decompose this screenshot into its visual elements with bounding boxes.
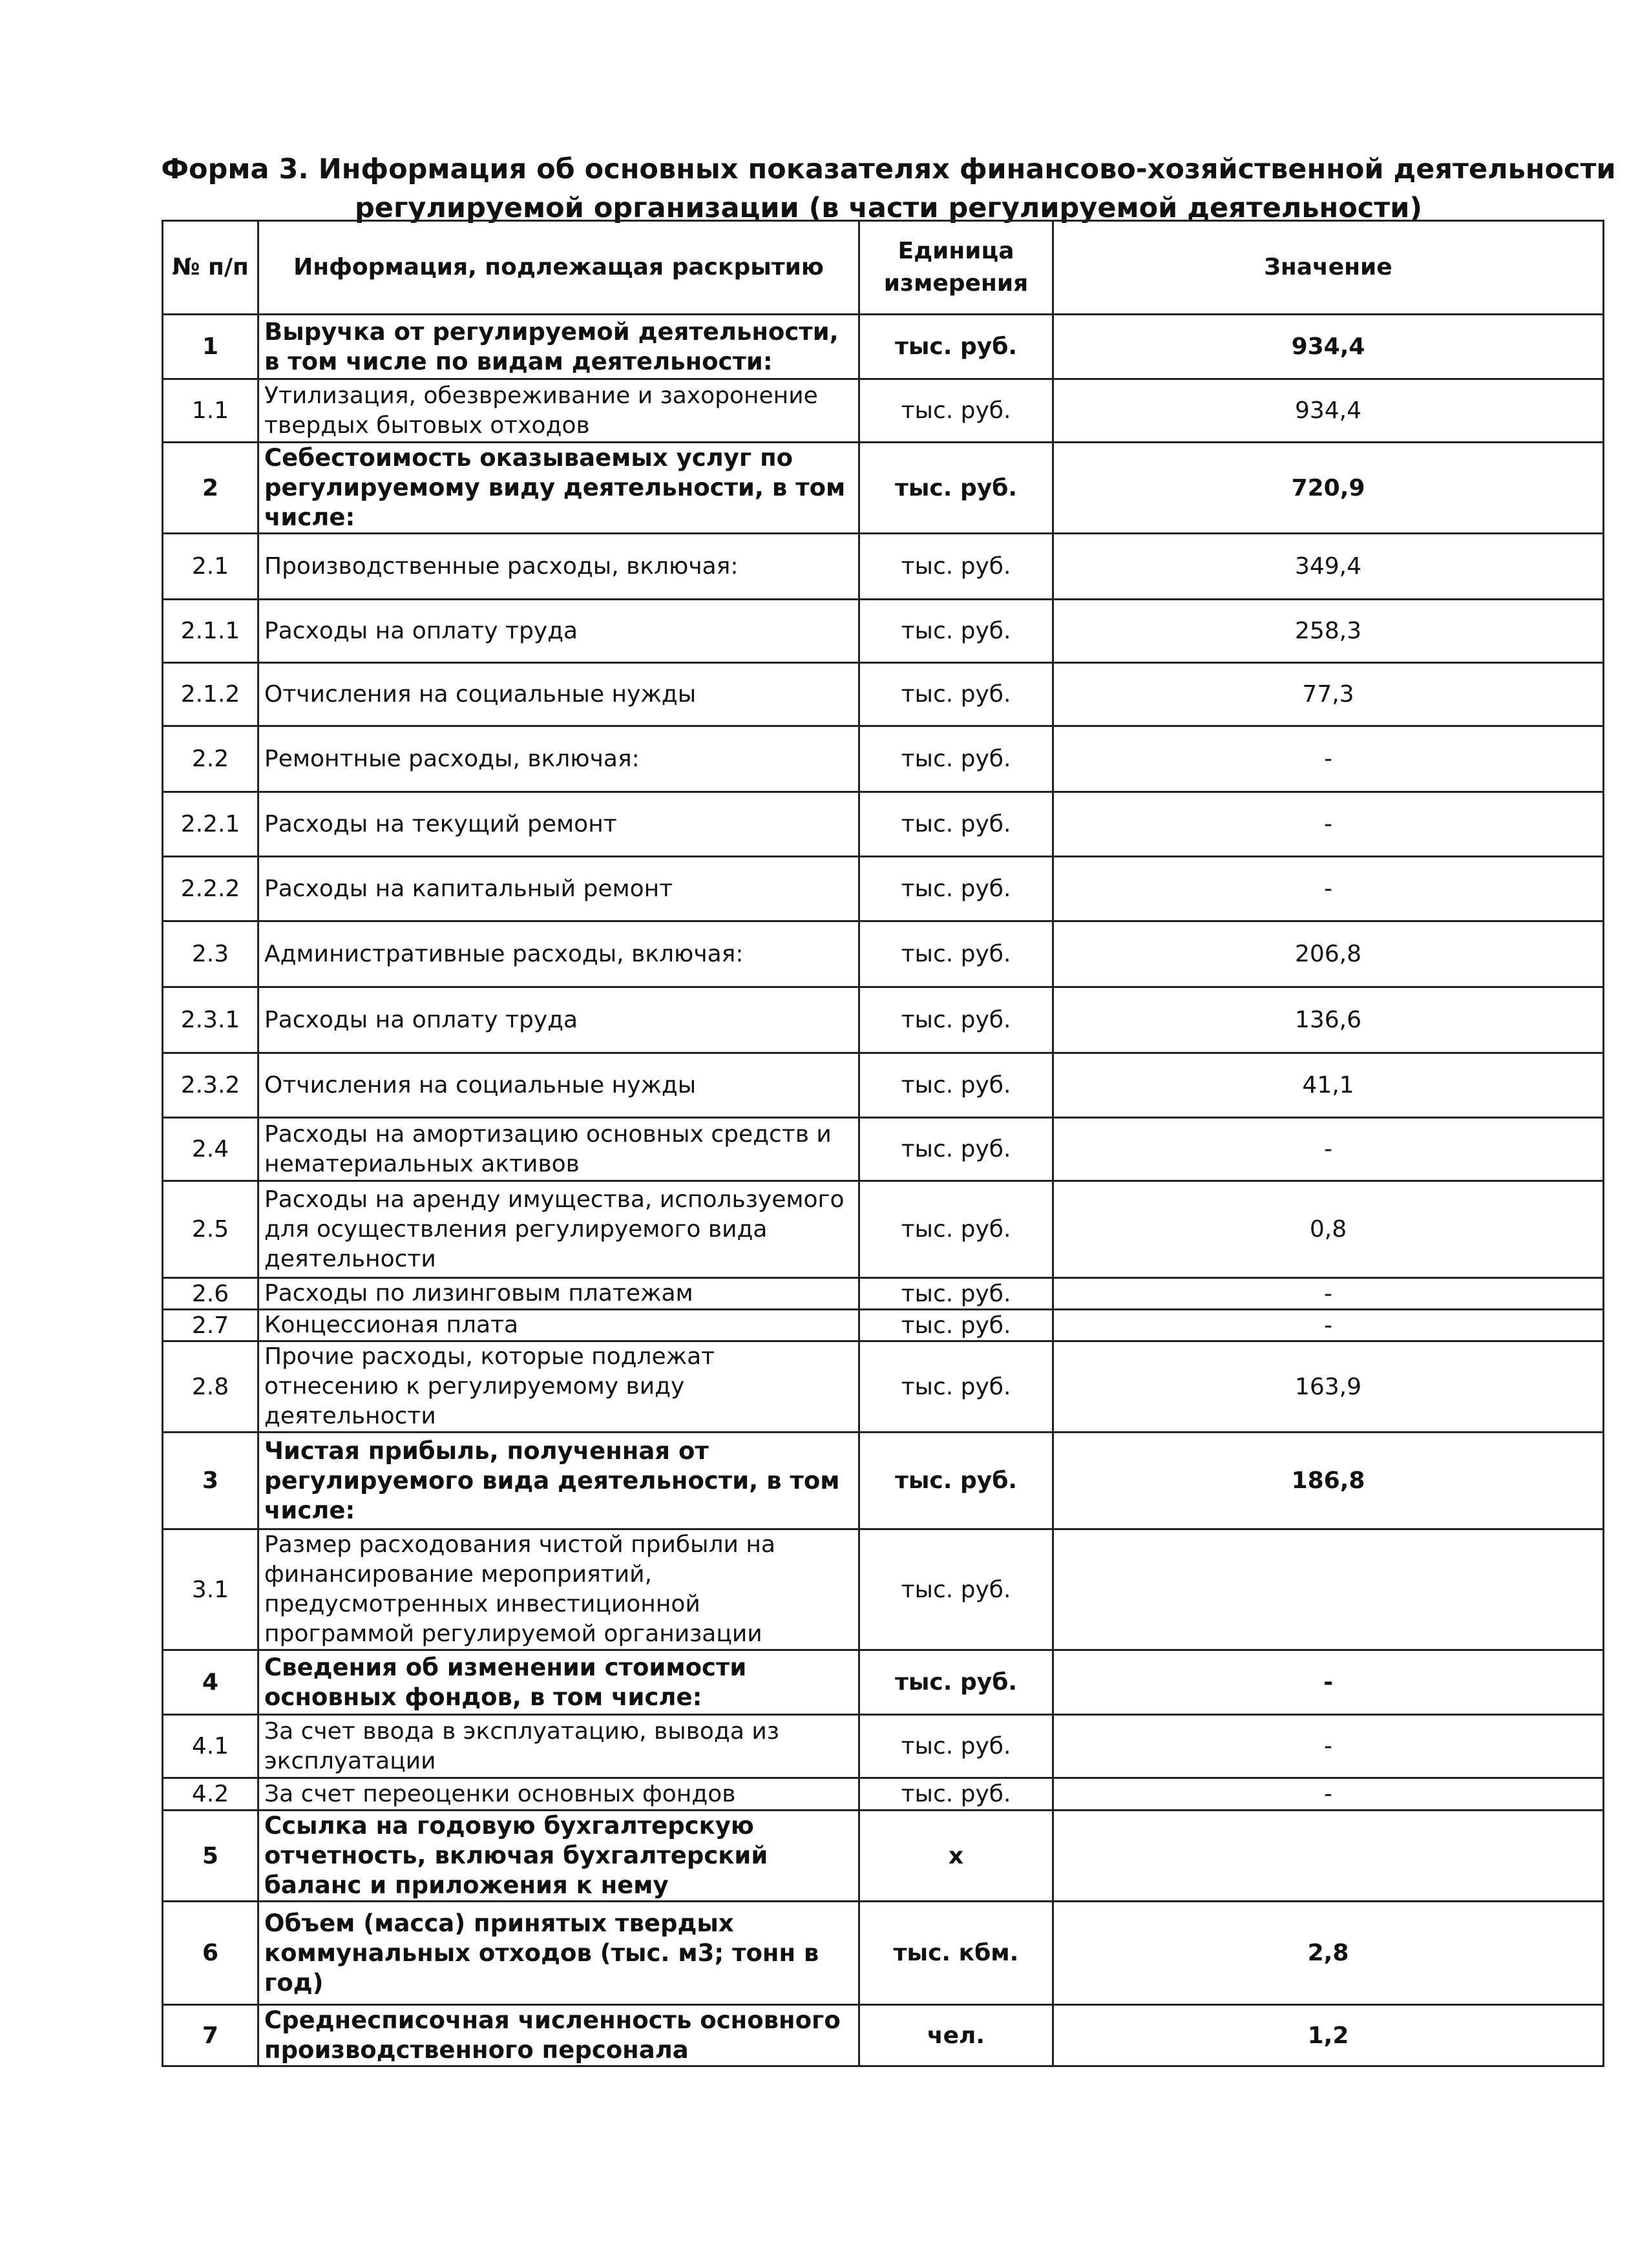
row-info: За счет ввода в эксплуатацию, вывода из эксплуатации (258, 1715, 859, 1778)
row-unit: тыс. руб. (859, 1310, 1053, 1341)
row-unit: тыс. руб. (859, 1650, 1053, 1715)
row-unit: тыс. руб. (859, 1181, 1053, 1278)
row-number: 4.1 (163, 1715, 258, 1778)
row-unit: тыс. руб. (859, 1118, 1053, 1181)
form-title (155, 150, 1622, 227)
row-number: 6 (163, 1902, 258, 2005)
row-number: 2.8 (163, 1341, 258, 1433)
row-value: 206,8 (1053, 921, 1604, 987)
row-unit: тыс. руб. (859, 921, 1053, 987)
row-number: 1 (163, 315, 258, 379)
row-number: 2 (163, 443, 258, 534)
row-value (1053, 1811, 1604, 1902)
row-unit: тыс. руб. (859, 1053, 1053, 1118)
row-value: - (1053, 726, 1604, 792)
table-row (163, 726, 1604, 792)
row-info: Производственные расходы, включая: (258, 534, 859, 600)
row-info: Отчисления на социальные нужды (258, 663, 859, 726)
row-number: 2.3.1 (163, 987, 258, 1053)
row-value: 258,3 (1053, 600, 1604, 663)
row-number: 2.3.2 (163, 1053, 258, 1118)
table-row (163, 600, 1604, 663)
row-value: 186,8 (1053, 1433, 1604, 1529)
row-value: 2,8 (1053, 1902, 1604, 2005)
row-info: Концессионая плата (258, 1310, 859, 1341)
row-unit: тыс. кбм. (859, 1902, 1053, 2005)
row-unit: тыс. руб. (859, 1341, 1053, 1433)
row-info: Ссылка на годовую бухгалтерскую отчетность, включая бухгалтерский баланс и приложения к нему (258, 1811, 859, 1902)
row-info: Расходы по лизинговым платежам (258, 1278, 859, 1310)
table-row (163, 1715, 1604, 1778)
row-value: 41,1 (1053, 1053, 1604, 1118)
row-number: 2.1 (163, 534, 258, 600)
table-row (163, 857, 1604, 921)
row-info: Выручка от регулируемой деятельности, в том числе по видам деятельности: (258, 315, 859, 379)
table-row (163, 1310, 1604, 1341)
table-row (163, 1181, 1604, 1278)
row-value: 1,2 (1053, 2005, 1604, 2066)
row-unit: х (859, 1811, 1053, 1902)
row-unit: тыс. руб. (859, 1778, 1053, 1811)
row-number: 4 (163, 1650, 258, 1715)
table-row (163, 534, 1604, 600)
table-row (163, 315, 1604, 379)
row-unit: тыс. руб. (859, 857, 1053, 921)
table-row (163, 663, 1604, 726)
row-unit: тыс. руб. (859, 534, 1053, 600)
row-value: 77,3 (1053, 663, 1604, 726)
row-unit: тыс. руб. (859, 726, 1053, 792)
row-number: 2.1.2 (163, 663, 258, 726)
row-number: 5 (163, 1811, 258, 1902)
row-unit: тыс. руб. (859, 663, 1053, 726)
table-row (163, 1811, 1604, 1902)
row-value: 163,9 (1053, 1341, 1604, 1433)
row-info: Расходы на амортизацию основных средств и нематериальных активов (258, 1118, 859, 1181)
table-body (163, 315, 1604, 2066)
table-row (163, 2005, 1604, 2066)
row-info: Среднесписочная численность основного производственного персонала (258, 2005, 859, 2066)
row-unit: тыс. руб. (859, 1529, 1053, 1650)
table-row (163, 987, 1604, 1053)
row-number: 2.4 (163, 1118, 258, 1181)
row-unit: тыс. руб. (859, 1433, 1053, 1529)
row-number: 3.1 (163, 1529, 258, 1650)
header-num: № п/п (163, 221, 258, 315)
row-value: - (1053, 1650, 1604, 1715)
row-info: Утилизация, обезвреживание и захоронение твердых бытовых отходов (258, 379, 859, 443)
row-number: 4.2 (163, 1778, 258, 1811)
form-title-line2: регулируемой организации (в части регулируемой деятельности) (355, 192, 1422, 224)
table-row (163, 1529, 1604, 1650)
table-row (163, 443, 1604, 534)
row-info: Расходы на оплату труда (258, 600, 859, 663)
row-value: 349,4 (1053, 534, 1604, 600)
row-value: - (1053, 1778, 1604, 1811)
row-info: Объем (масса) принятых твердых коммунальных отходов (тыс. м3; тонн в год) (258, 1902, 859, 2005)
table-row (163, 1778, 1604, 1811)
row-info: Ремонтные расходы, включая: (258, 726, 859, 792)
row-value: 934,4 (1053, 315, 1604, 379)
row-unit: чел. (859, 2005, 1053, 2066)
row-value: - (1053, 1310, 1604, 1341)
row-value: 0,8 (1053, 1181, 1604, 1278)
row-value: - (1053, 857, 1604, 921)
header-info: Информация, подлежащая раскрытию (258, 221, 859, 315)
row-unit: тыс. руб. (859, 443, 1053, 534)
row-info: Чистая прибыль, полученная от регулируемого вида деятельности, в том числе: (258, 1433, 859, 1529)
row-unit: тыс. руб. (859, 315, 1053, 379)
row-info: Расходы на аренду имущества, используемого для осуществления регулируемого вида деятельности (258, 1181, 859, 1278)
row-value: - (1053, 792, 1604, 857)
row-value: 136,6 (1053, 987, 1604, 1053)
row-info: Административные расходы, включая: (258, 921, 859, 987)
row-info: Расходы на капитальный ремонт (258, 857, 859, 921)
table-header-row (163, 221, 1604, 315)
row-value (1053, 1529, 1604, 1650)
row-value: - (1053, 1118, 1604, 1181)
row-info: Прочие расходы, которые подлежат отнесению к регулируемому виду деятельности (258, 1341, 859, 1433)
table-row (163, 1902, 1604, 2005)
row-info: Расходы на текущий ремонт (258, 792, 859, 857)
header-value: Значение (1053, 221, 1604, 315)
row-info: Размер расходования чистой прибыли на финансирование мероприятий, предусмотренных инвестиционной программой регулируемой организации (258, 1529, 859, 1650)
row-number: 1.1 (163, 379, 258, 443)
table-row (163, 1278, 1604, 1310)
row-unit: тыс. руб. (859, 379, 1053, 443)
form-title-line1: Форма 3. Информация об основных показателях финансово-хозяйственной деятельности (161, 153, 1616, 185)
row-unit: тыс. руб. (859, 987, 1053, 1053)
row-number: 2.2.2 (163, 857, 258, 921)
row-number: 3 (163, 1433, 258, 1529)
row-unit: тыс. руб. (859, 1278, 1053, 1310)
row-value: - (1053, 1278, 1604, 1310)
row-number: 2.2 (163, 726, 258, 792)
row-number: 2.5 (163, 1181, 258, 1278)
row-number: 2.6 (163, 1278, 258, 1310)
table-row (163, 792, 1604, 857)
row-info: Отчисления на социальные нужды (258, 1053, 859, 1118)
table-row (163, 1650, 1604, 1715)
row-info: Расходы на оплату труда (258, 987, 859, 1053)
row-value: 720,9 (1053, 443, 1604, 534)
table-row (163, 1341, 1604, 1433)
row-info: Себестоимость оказываемых услуг по регулируемому виду деятельности, в том числе: (258, 443, 859, 534)
row-info: Сведения об изменении стоимости основных фондов, в том числе: (258, 1650, 859, 1715)
row-unit: тыс. руб. (859, 600, 1053, 663)
row-number: 2.1.1 (163, 600, 258, 663)
table-row (163, 379, 1604, 443)
table-row (163, 1433, 1604, 1529)
table-row (163, 1053, 1604, 1118)
row-number: 7 (163, 2005, 258, 2066)
row-number: 2.7 (163, 1310, 258, 1341)
row-value: 934,4 (1053, 379, 1604, 443)
row-unit: тыс. руб. (859, 1715, 1053, 1778)
table-row (163, 921, 1604, 987)
header-unit: Единица измерения (859, 221, 1053, 315)
row-number: 2.3 (163, 921, 258, 987)
table-row (163, 1118, 1604, 1181)
row-info: За счет переоценки основных фондов (258, 1778, 859, 1811)
row-value: - (1053, 1715, 1604, 1778)
row-unit: тыс. руб. (859, 792, 1053, 857)
indicators-table (162, 220, 1604, 2067)
row-number: 2.2.1 (163, 792, 258, 857)
